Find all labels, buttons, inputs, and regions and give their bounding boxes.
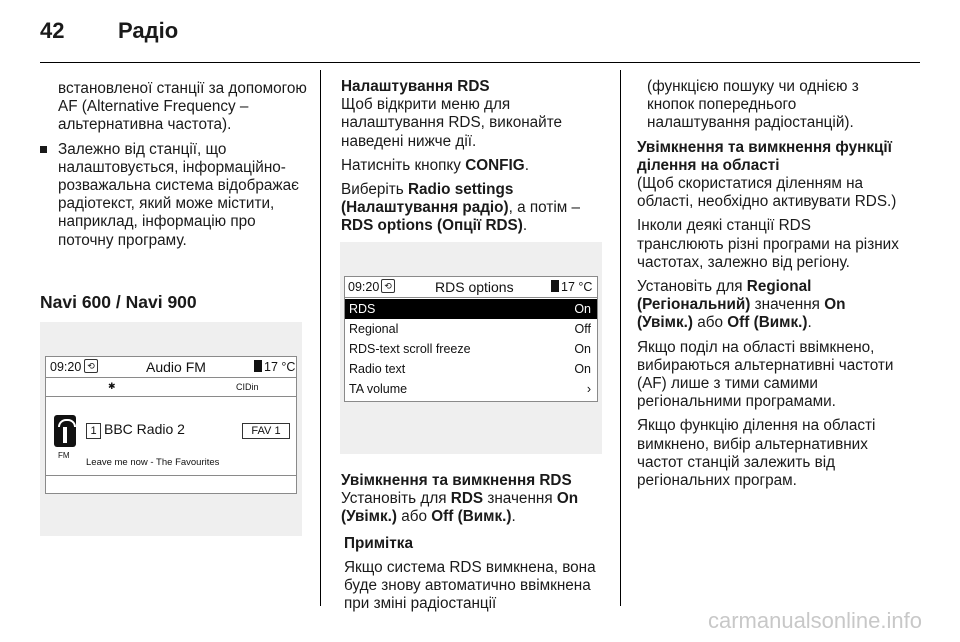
clock: 09:20 — [50, 360, 82, 374]
col3-paragraph-6: Якщо функцію ділення на області вимкнено, вибір альтернативних частот станцій залежить від регіональних програм. — [637, 417, 876, 490]
note-text: Якщо система RDS вимкнена, вона буде знову автоматично ввімкнена при зміні радіостанції — [344, 558, 596, 613]
rds-option-row[interactable] — [345, 319, 597, 339]
navi-screen-rds-figure — [340, 242, 602, 454]
col3-paragraph-5: Якщо поділ на області ввімкнено, вибираються альтернативні частоти (AF) лише з тими самими регіональними програмами. — [637, 338, 894, 411]
screen-title: Audio FM — [146, 359, 206, 375]
col3-paragraph-3: Інколи деякі станції RDS транслюють різні програми на різних частотах, залежно від регіону. — [637, 217, 899, 271]
phone-icon — [254, 360, 262, 372]
section-title: Радіо — [118, 18, 179, 43]
column-3 — [637, 78, 899, 496]
rds-option-value: › — [586, 382, 591, 396]
col1-paragraph: встановленої станції за допомогою AF (Alternative Frequency – альтернативна частота). — [58, 80, 307, 134]
preset-number: 1 — [86, 423, 101, 439]
header-rule — [40, 62, 920, 63]
col1-bullet-text: Залежно від станції, що налаштовується, інформаційно-розважальна система відображає радіотекст, який може містити, наприклад, інформацію про поточну програму. — [58, 140, 299, 249]
rds-option-label: Radio text — [349, 362, 406, 376]
col2-heading: Налаштування RDS — [341, 78, 490, 95]
radio-text: Leave me now - The Favourites — [86, 457, 220, 468]
phone-icon — [551, 280, 559, 292]
rds-option-row[interactable] — [345, 299, 597, 319]
watermark: carmanualsonline.info — [707, 608, 922, 633]
rds-option-row[interactable] — [345, 359, 597, 379]
back-icon: ⟲ — [381, 279, 395, 293]
rds-option-label: Regional — [349, 322, 399, 336]
temperature: 17 °C — [561, 280, 593, 294]
rds-option-row[interactable] — [345, 339, 597, 359]
page-header — [40, 18, 920, 48]
band-label: FM — [58, 451, 70, 460]
screen-title: RDS options — [435, 279, 514, 295]
rds-options-list — [345, 299, 597, 399]
col3-paragraph-4: Установіть для Regional (Регіональний) значення On (Увімк.) або Off (Вимк.). — [637, 278, 846, 332]
note-box — [341, 535, 603, 614]
page-number: 42 — [40, 18, 65, 43]
column-divider-2 — [620, 70, 621, 606]
screen-divider — [46, 475, 296, 476]
rds-toggle-heading: Увімкнення та вимкнення RDS — [341, 472, 572, 489]
navi-screen-audio-figure — [40, 322, 302, 536]
rds-options-screen — [344, 276, 598, 402]
col2-paragraph-2: Натисніть кнопку CONFIG. — [341, 156, 529, 174]
col2-paragraph-1: Щоб відкрити меню для налаштування RDS, виконайте наведені нижче дії. — [341, 96, 563, 150]
rds-option-label: RDS-text scroll freeze — [349, 342, 471, 356]
bullet-square-icon — [40, 146, 47, 153]
clock: 09:20 — [348, 280, 380, 294]
radio-antenna-icon — [54, 415, 76, 447]
column-1 — [58, 80, 308, 256]
favourite-button[interactable]: FAV 1 — [242, 423, 290, 439]
rds-option-value: Off — [574, 322, 591, 336]
audio-screen-status-bar — [46, 357, 296, 378]
column-2 — [341, 78, 603, 242]
rds-option-value: On — [574, 302, 591, 316]
bluetooth-icon: ✱ — [108, 381, 116, 391]
col1-heading: Navi 600 / Navi 900 — [40, 292, 197, 312]
col3-paragraph-1: (функцією пошуку чи однією з кнопок попереднього налаштування радіостанцій). — [647, 78, 859, 132]
station-name: BBC Radio 2 — [104, 421, 185, 437]
col3-heading: Увімкнення та вимкнення функції ділення на області — [637, 138, 892, 174]
col2-paragraph-3: Виберіть Radio settings (Налаштування радіо), а потім – RDS options (Опції RDS). — [341, 181, 581, 235]
note-title: Примітка — [344, 534, 413, 552]
col1-bullet-item — [58, 141, 308, 250]
column-2-lower — [341, 472, 603, 619]
config-button-label: CONFIG — [465, 156, 525, 174]
source-label: CIDin — [236, 382, 259, 392]
rds-option-row[interactable] — [345, 379, 597, 399]
back-icon: ⟲ — [84, 359, 98, 373]
audio-info-row — [46, 378, 296, 397]
rds-toggle-paragraph: Установіть для RDS значення On (Увімк.) або Off (Вимк.). — [341, 490, 579, 526]
audio-screen — [45, 356, 297, 494]
col3-paragraph-2: (Щоб скористатися діленням на області, необхідно активувати RDS.) — [637, 175, 897, 211]
rds-option-label: TA volume — [349, 382, 408, 396]
rds-option-label: RDS — [349, 302, 376, 316]
column-divider-1 — [320, 70, 321, 606]
temperature: 17 °C — [264, 360, 296, 374]
rds-option-value: On — [574, 362, 591, 376]
rds-option-value: On — [574, 342, 591, 356]
rds-screen-status-bar — [345, 277, 597, 298]
